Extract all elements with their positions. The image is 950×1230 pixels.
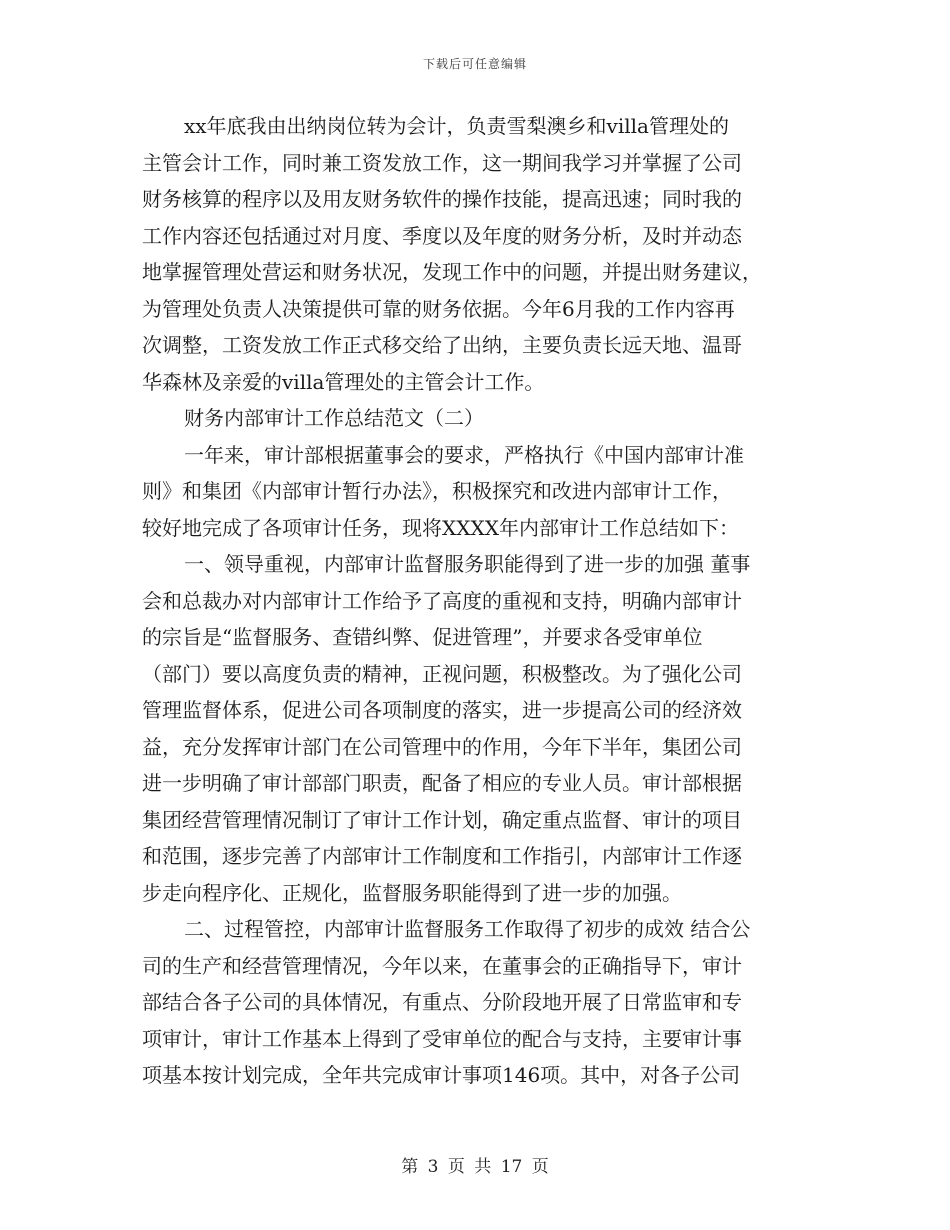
text-line: 步走向程序化、正规化，监督服务职能得到了进一步的加强。 (142, 880, 682, 905)
text-line: 一年来，审计部根据董事会的要求，严格执行《中国内部审计准 (184, 442, 744, 467)
text-line: （部门）要以高度负责的精神，正视问题，积极整改。为了强化公司 (142, 661, 742, 686)
text-line: 较好地完成了各项审计任务，现将XXXX年内部审计工作总结如下： (142, 515, 739, 540)
text-line: xx年底我由出纳岗位转为会计，负责雪梨澳乡和villa管理处的 (184, 114, 729, 138)
text-line: 项基本按计划完成，全年共完成审计事项146项。其中，对各子公司 (142, 1063, 741, 1087)
header-note: 下载后可任意编辑 (422, 57, 527, 71)
text-line: 为管理处负责人决策提供可靠的财务依据。今年6月我的工作内容再 (142, 296, 735, 321)
text-line: 会和总裁办对内部审计工作给予了高度的重视和支持，明确内部审计 (142, 588, 742, 613)
text-line: 一、领导重视，内部审计监督服务职能得到了进一步的加强 董事 (184, 552, 751, 576)
text-line: 则》和集团《内部审计暂行办法》，积极探究和改进内部审计工作， (142, 479, 732, 503)
text-line: 部结合各子公司的具体情况，有重点、分阶段地开展了日常监审和专 (142, 990, 742, 1014)
text-line: 管理监督体系，促进公司各项制度的落实，进一步提高公司的经济效 (142, 698, 742, 722)
text-line: 华森林及亲爱的villa管理处的主管会计工作。 (142, 369, 545, 394)
text-line: 次调整，工资发放工作正式移交给了出纳，主要负责长远天地、温哥 (142, 333, 742, 357)
text-line: 和范围，逐步完善了内部审计工作制度和工作指引，内部审计工作逐 (142, 844, 742, 868)
text-line: 财务核算的程序以及用友财务软件的操作技能，提高迅速；同时我的 (142, 187, 742, 211)
text-line: 地掌握管理处营运和财务状况，发现工作中的问题，并提出财务建议， (142, 260, 762, 284)
text-line: 司的生产和经营管理情况，今年以来，在董事会的正确指导下，审计 (142, 953, 742, 978)
text-line: 工作内容还包括通过对月度、季度以及年度的财务分析，及时并动态 (142, 223, 742, 248)
text-line: 项审计，审计工作基本上得到了受审单位的配合与支持，主要审计事 (142, 1026, 742, 1051)
text-line: 集团经营管理情况制订了审计工作计划，确定重点监督、审计的项目 (142, 807, 742, 832)
text-line: 主管会计工作，同时兼工资发放工作，这一期间我学习并掌握了公司 (142, 150, 742, 175)
page-number-footer: 第 3 页 共 17 页 (401, 1157, 549, 1177)
text-line: 益，充分发挥审计部门在公司管理中的作用，今年下半年，集团公司 (142, 734, 742, 759)
document-body (142, 108, 812, 1094)
text-line: 进一步明确了审计部部门职责，配备了相应的专业人员。审计部根据 (142, 771, 742, 795)
text-line: 的宗旨是“监督服务、查错纠弊、促进管理”，并要求各受审单位 (142, 625, 703, 649)
section-heading: 财务内部审计工作总结范文（二） (184, 406, 484, 430)
text-line: 二、过程管控，内部审计监督服务工作取得了初步的成效 结合公 (184, 917, 751, 941)
